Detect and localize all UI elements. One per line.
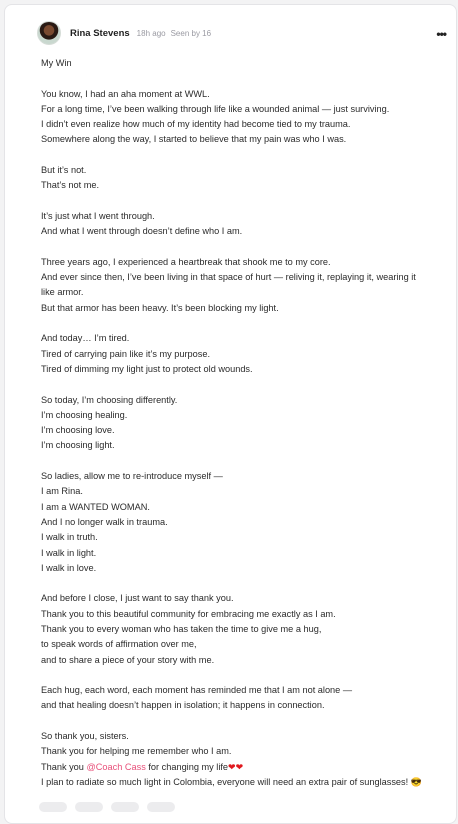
post-line: [41, 454, 453, 469]
post-line: Each hug, each word, each moment has reminded me that I am not alone —: [41, 685, 353, 696]
more-options-icon[interactable]: •••: [436, 27, 446, 41]
closing-line: [41, 775, 453, 790]
post-line: And what I went through doesn’t define who I am.: [41, 226, 243, 237]
post-line: Tired of dimming my light just to protect old wounds.: [41, 363, 253, 374]
mention-line: [41, 760, 453, 775]
post-line: [41, 240, 453, 255]
post-line: [41, 71, 453, 86]
post-line: So ladies, allow me to re-introduce myself —: [41, 471, 223, 482]
post-line: Thank you to this beautiful community for embracing me exactly as I am.: [41, 608, 336, 619]
reaction-button[interactable]: [39, 802, 67, 812]
post-line: And ever since then, I’ve been living in that space of hurt — reliving it, replaying it, wearing it: [41, 272, 416, 283]
post-line: I’m choosing healing.: [41, 409, 128, 420]
post-line: Somewhere along the way, I started to believe that my pain was who I was.: [41, 134, 347, 145]
post-line: You know, I had an aha moment at WWL.: [41, 88, 210, 99]
heart-icon: ❤❤: [228, 761, 244, 772]
post-time: 18h ago: [136, 28, 166, 38]
post-card: [4, 4, 457, 824]
post-text: [41, 56, 453, 760]
post-line: I walk in love.: [41, 562, 97, 573]
post-line: I am Rina.: [41, 486, 83, 497]
post-line: I walk in light.: [41, 547, 97, 558]
post-line: And before I close, I just want to say thank you.: [41, 593, 234, 604]
post-line: Three years ago, I experienced a heartbreak that shook me to my core.: [41, 256, 331, 267]
post-line: [41, 316, 453, 331]
reaction-button[interactable]: [75, 802, 103, 812]
avatar[interactable]: [37, 21, 61, 45]
post-line: But it’s not.: [41, 165, 87, 176]
post-line: It’s just what I went through.: [41, 210, 155, 221]
reaction-button[interactable]: [111, 802, 139, 812]
reaction-bar: [39, 802, 175, 812]
post-line: I am a WANTED WOMAN.: [41, 501, 150, 512]
post-line: to speak words of affirmation over me,: [41, 639, 197, 650]
post-line: like armor.: [41, 287, 84, 298]
post-line: [41, 148, 453, 163]
post-line: and to share a piece of your story with me.: [41, 654, 215, 665]
post-line: So today, I’m choosing differently.: [41, 394, 178, 405]
post-line: So thank you, sisters.: [41, 731, 129, 742]
post-line: [41, 576, 453, 591]
post-line: For a long time, I’ve been walking through life like a wounded animal — just surviving.: [41, 103, 390, 114]
post-line: [41, 714, 453, 729]
post-line: That’s not me.: [41, 180, 100, 191]
seen-count[interactable]: Seen by 16: [170, 28, 212, 38]
post-line: Thank you for helping me remember who I am.: [41, 746, 232, 757]
post-line: I didn’t even realize how much of my identity had become tied to my trauma.: [41, 119, 351, 130]
post-line: I’m choosing love.: [41, 425, 115, 436]
post-line: And today… I’m tired.: [41, 333, 130, 344]
post-line: I walk in truth.: [41, 532, 98, 543]
post-line: Thank you to every woman who has taken the time to give me a hug,: [41, 623, 322, 634]
post-line: Tired of carrying pain like it’s my purpose.: [41, 348, 211, 359]
mention-prefix: Thank you: [41, 761, 87, 772]
post-line: But that armor has been heavy. It’s been blocking my light.: [41, 302, 279, 313]
post-header: [37, 19, 216, 47]
post-line: I’m choosing light.: [41, 440, 115, 451]
post-line: My Win: [41, 58, 72, 68]
post-line: [41, 377, 453, 392]
post-line: [41, 194, 453, 209]
post-line: and that healing doesn’t happen in isolation; it happens in connection.: [41, 700, 325, 711]
reaction-button[interactable]: [147, 802, 175, 812]
mention-suffix: for changing my life: [145, 761, 229, 772]
closing-text: I plan to radiate so much light in Colombia, everyone will need an extra pair of sunglasses!: [41, 776, 409, 787]
post-body: [41, 56, 453, 790]
sunglasses-emoji-icon: 😎: [410, 776, 422, 787]
mention-link[interactable]: @Coach Cass: [86, 761, 146, 772]
post-line: [41, 668, 453, 683]
post-line: And I no longer walk in trauma.: [41, 516, 168, 527]
author-name[interactable]: Rina Stevens: [70, 27, 130, 39]
